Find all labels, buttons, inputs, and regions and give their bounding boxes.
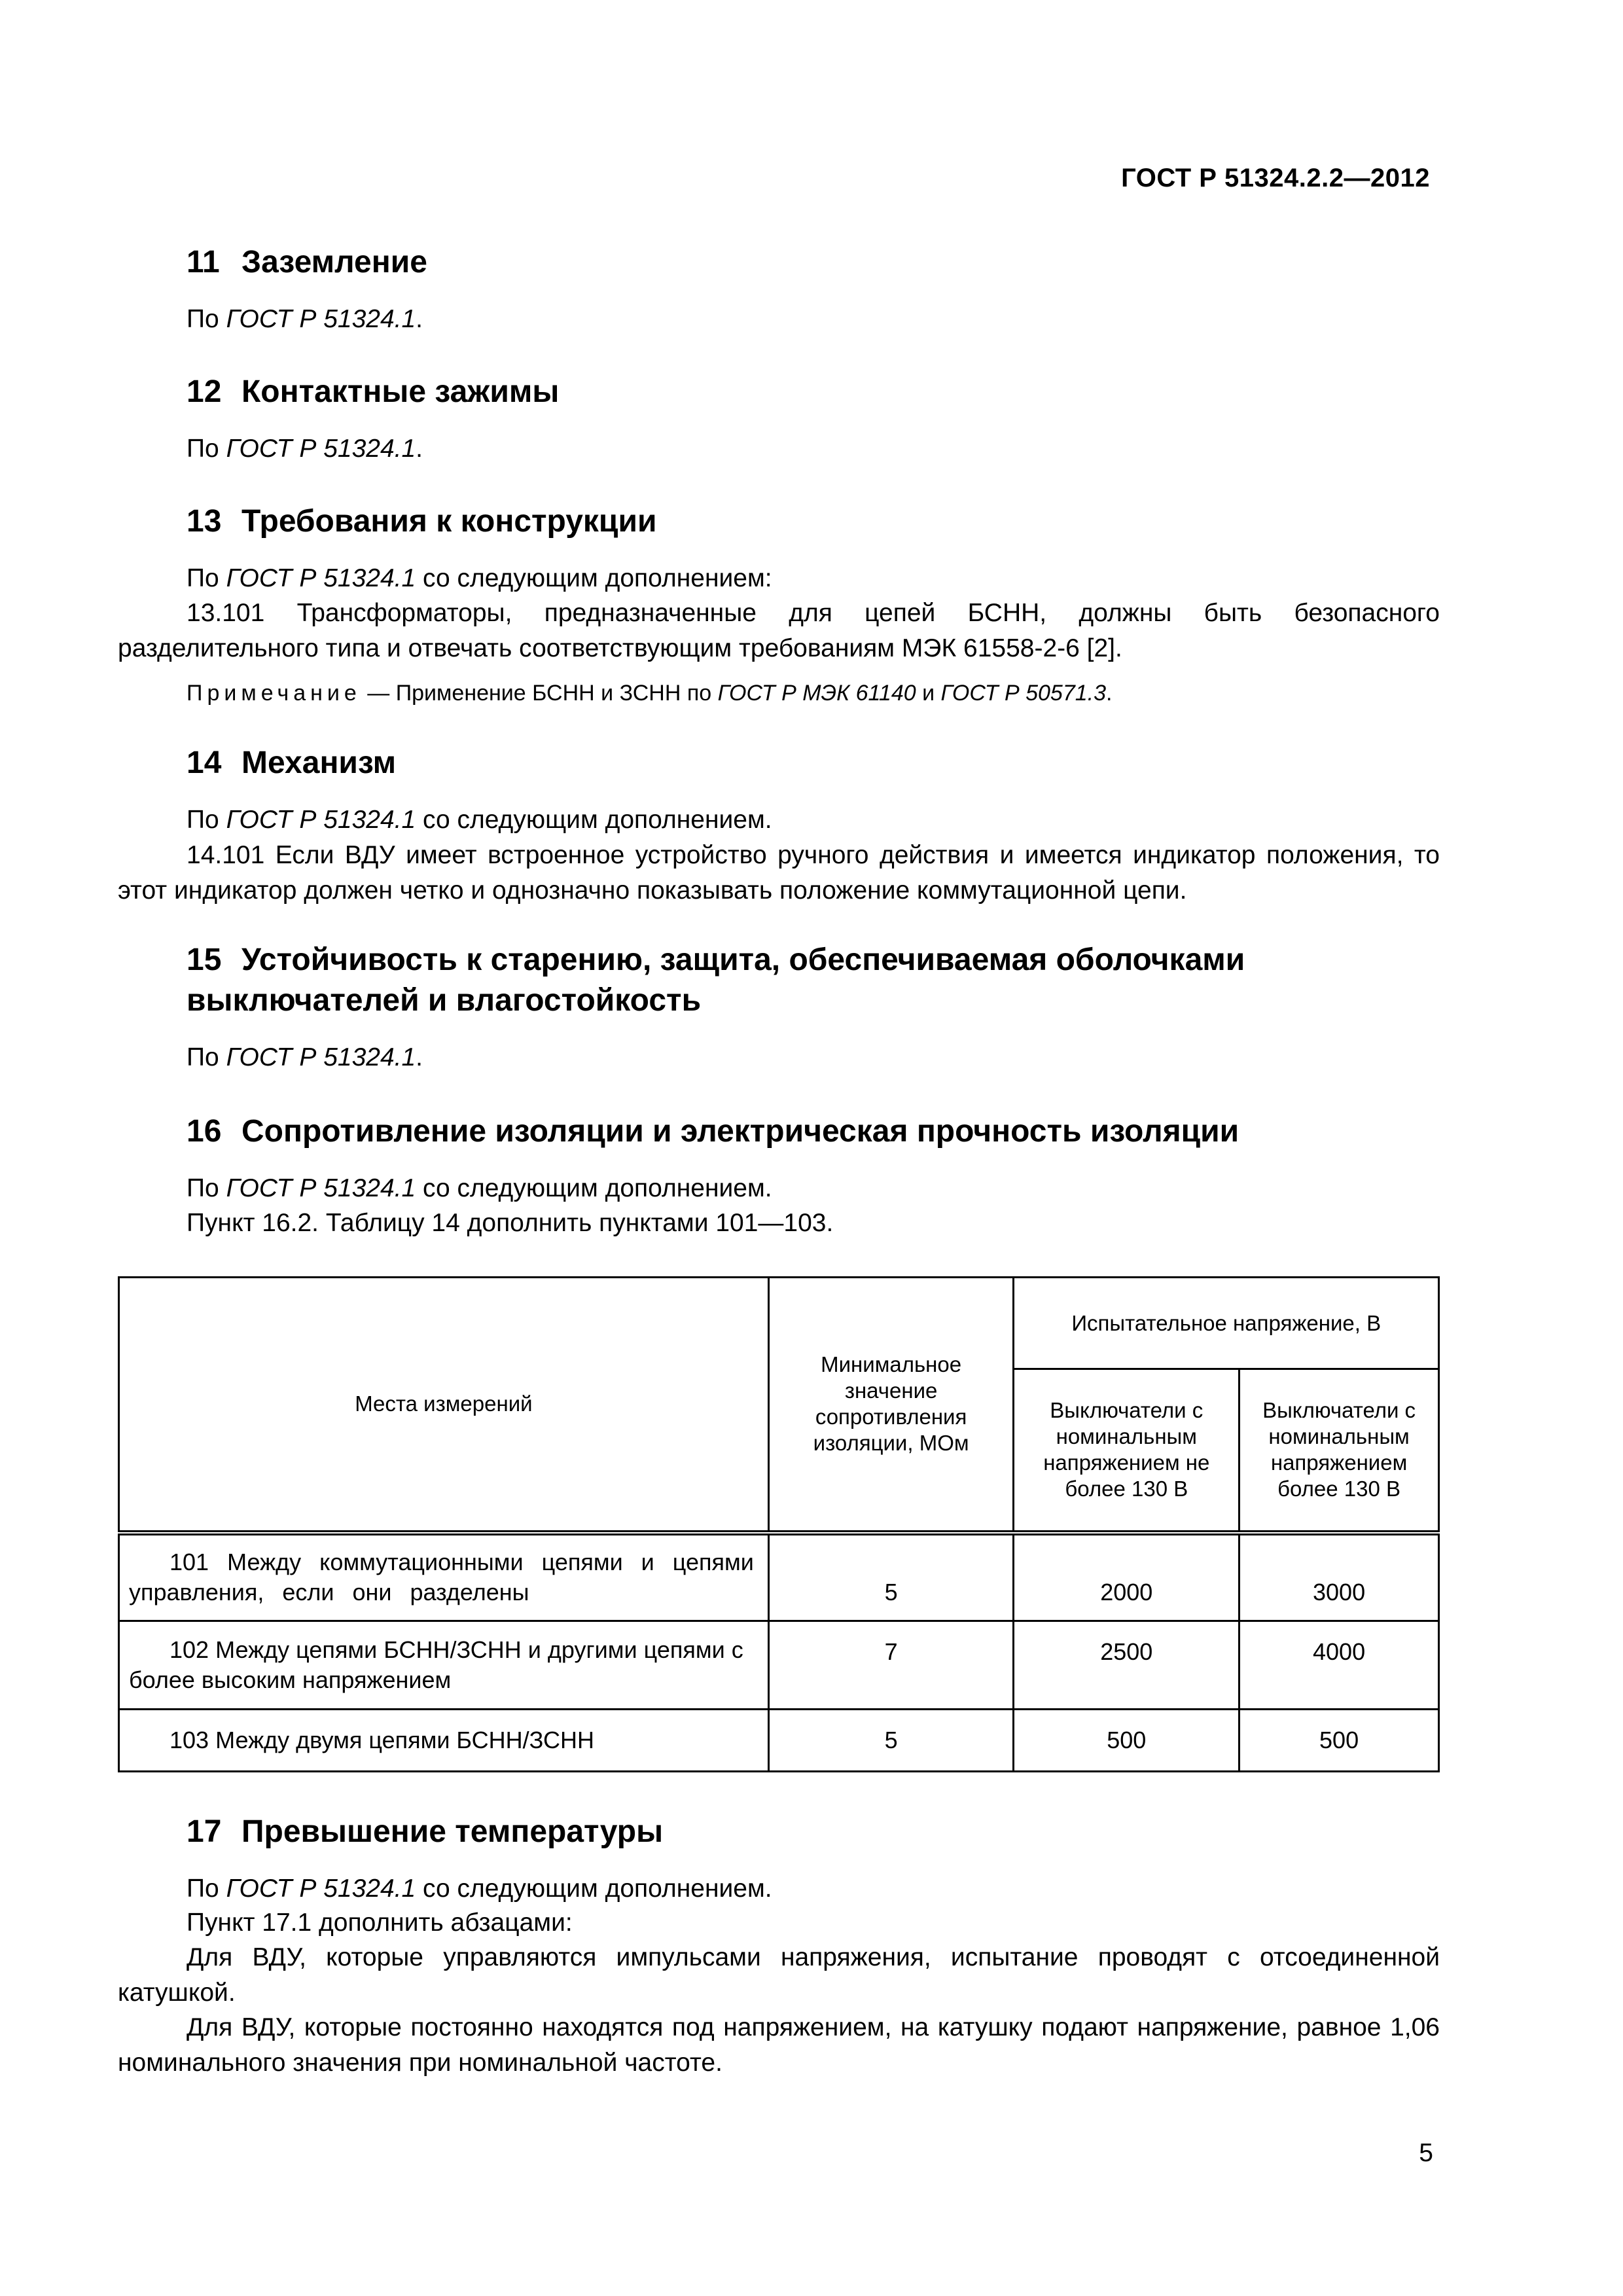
cell-v2: 500 xyxy=(1240,1710,1439,1772)
standard-ref: ГОСТ Р 51324.1 xyxy=(226,1874,416,1903)
section-16-heading: 16 Сопротивление изоляции и электрическая прочность изоляции xyxy=(187,1114,1240,1149)
standard-ref: ГОСТ Р 51324.1 xyxy=(226,564,416,592)
col-header-test-voltage: Испытательное напряжение, В xyxy=(1014,1278,1439,1369)
section-11-text: По ГОСТ Р 51324.1. xyxy=(187,305,423,333)
cell-min: 7 xyxy=(768,1621,1014,1710)
standard-ref: ГОСТ Р 51324.1 xyxy=(226,305,416,333)
cell-v1: 2000 xyxy=(1014,1533,1240,1621)
document-header: ГОСТ Р 51324.2.2—2012 xyxy=(1121,164,1430,192)
section-13-text: По ГОСТ Р 51324.1 со следующим дополнением: xyxy=(187,564,772,592)
section-11-heading: 11 Заземление xyxy=(187,245,427,279)
section-15-text: По ГОСТ Р 51324.1. xyxy=(187,1043,423,1071)
section-14-text: По ГОСТ Р 51324.1 со следующим дополнением. xyxy=(187,806,772,834)
section-15-heading: 15 Устойчивость к старению, защита, обеспечиваемая оболочками выключателей и влагостойкость xyxy=(187,942,1245,1018)
page-number: 5 xyxy=(1419,2139,1433,2167)
standard-ref: ГОСТ Р 51324.1 xyxy=(226,1043,416,1071)
section-12-text: По ГОСТ Р 51324.1. xyxy=(187,435,423,463)
col-header-le130: Выключатели с номинальным напряжением не более 130 В xyxy=(1014,1369,1240,1533)
cell-min: 5 xyxy=(768,1533,1014,1621)
standard-ref: ГОСТ Р 51324.1 xyxy=(226,806,416,834)
clause-14-101: 14.101 Если ВДУ имеет встроенное устройство ручного действия и имеется индикатор положения, то этот индикатор должен четко и однозначно показывать положение коммутационной цепи. xyxy=(118,841,1440,905)
table-row xyxy=(119,1621,1439,1710)
section-17-text-2: Пункт 17.1 дополнить абзацами: xyxy=(187,1909,573,1937)
cell-v2: 3000 xyxy=(1240,1533,1439,1621)
section-14-heading: 14 Механизм xyxy=(187,745,397,780)
cell-v1: 2500 xyxy=(1014,1621,1240,1710)
section-17-text-4: Для ВДУ, которые постоянно находятся под напряжением, на катушку подают напряжение, равное 1,06 номинального значения при номинальной частоте. xyxy=(118,2013,1440,2077)
col-header-min-resistance: Минимальное значение сопротивления изоляции, МОм xyxy=(768,1278,1014,1533)
section-16-text: По ГОСТ Р 51324.1 со следующим дополнением. xyxy=(187,1174,772,1202)
table-row xyxy=(119,1533,1439,1621)
cell-place: 103 Между двумя цепями БСНН/ЗСНН xyxy=(119,1710,769,1772)
cell-min: 5 xyxy=(768,1710,1014,1772)
cell-v2: 4000 xyxy=(1240,1621,1439,1710)
section-17-text-3: Для ВДУ, которые управляются импульсами напряжения, испытание проводят с отсоединенной катушкой. xyxy=(118,1943,1440,2007)
clause-13-101: 13.101 Трансформаторы, предназначенные для цепей БСНН, должны быть безопасного разделительного типа и отвечать соответствующим требованиям МЭК 61558-2-6 [2]. xyxy=(118,599,1440,662)
insulation-table xyxy=(118,1276,1440,1772)
standard-ref: ГОСТ Р 51324.1 xyxy=(226,1174,416,1202)
section-13-note: Примечание — Применение БСНН и ЗСНН по ГОСТ Р МЭК 61140 и ГОСТ Р 50571.3. xyxy=(187,681,1113,706)
section-13-heading: 13 Требования к конструкции xyxy=(187,504,657,539)
table-row xyxy=(119,1710,1439,1772)
cell-v1: 500 xyxy=(1014,1710,1240,1772)
section-17-heading: 17 Превышение температуры xyxy=(187,1814,664,1849)
cell-place: 102 Между цепями БСНН/ЗСНН и другими цепями с более высоким напряжением xyxy=(119,1621,769,1710)
note-label: Примечание xyxy=(187,681,361,706)
section-12-heading: 12 Контактные зажимы xyxy=(187,374,560,409)
col-header-place: Места измерений xyxy=(119,1278,769,1533)
col-header-gt130: Выключатели с номинальным напряжением более 130 В xyxy=(1240,1369,1439,1533)
section-16-text-2: Пункт 16.2. Таблицу 14 дополнить пунктами 101—103. xyxy=(187,1209,834,1237)
standard-ref: ГОСТ Р 51324.1 xyxy=(226,435,416,463)
cell-place: 101 Между коммутационными цепями и цепями управления, если они разделены xyxy=(119,1533,769,1621)
section-17-text: По ГОСТ Р 51324.1 со следующим дополнением. xyxy=(187,1874,772,1903)
